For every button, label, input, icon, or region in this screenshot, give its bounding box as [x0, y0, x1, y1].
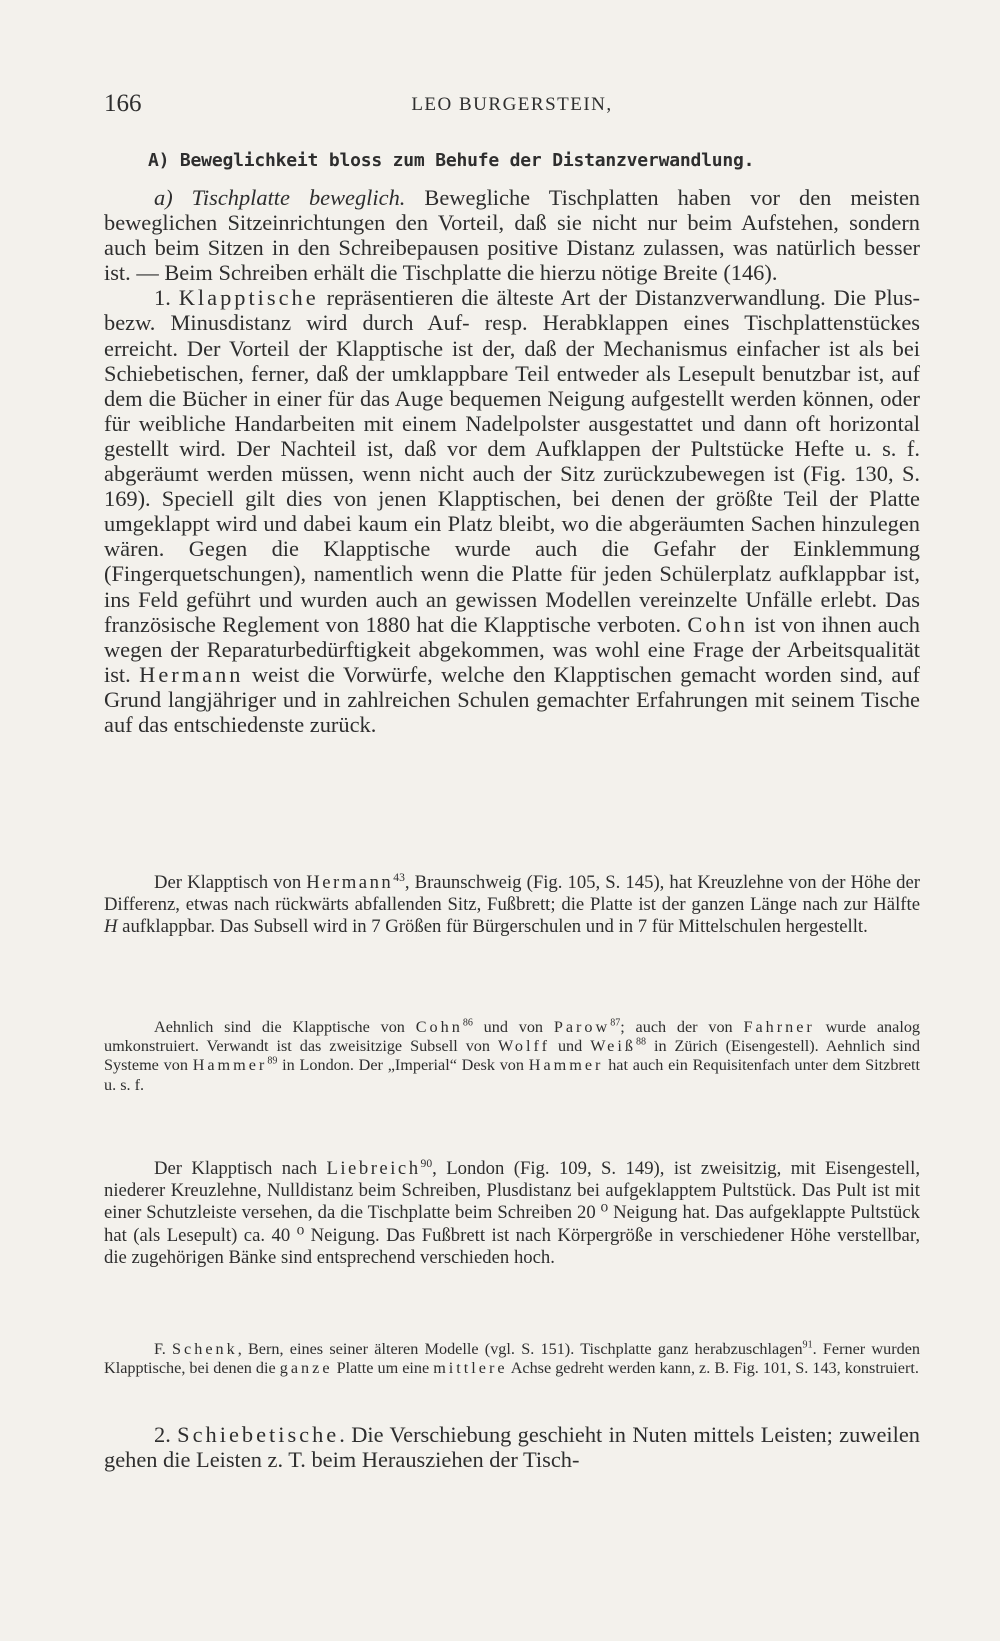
note-hermann	[104, 872, 920, 939]
name-hammer: Hammer	[192, 1056, 268, 1075]
footnote-ref: 89	[267, 1056, 278, 1068]
term-klapptische: Klapptische	[178, 285, 319, 311]
item-number: 1.	[154, 285, 179, 311]
label-h: H	[104, 916, 118, 938]
note-text: und von	[472, 1018, 554, 1036]
footnote-ref: 88	[635, 1036, 646, 1048]
note-text: in Zürich (Eisengestell). Aehnlich sind Systeme von	[104, 1037, 920, 1075]
paragraph-text: weist die Vorwürfe, welche den Klapptischen gemacht worden sind, auf Grund langjähriger und in zahlreichen Schulen gemachter Erfahrungen mit seinem Tische auf das entschiedenste zurück.	[104, 661, 920, 737]
note-text: , Bern, eines seiner älteren Modelle (vgl. S. 151). Tischplatte ganz herabzuschlagen	[237, 1340, 803, 1358]
paragraph-text: . Die Verschiebung geschieht in Nuten mittels Leisten; zuweilen gehen die Leisten z. T. beim Herausziehen der Tisch-	[104, 1422, 920, 1473]
note-text: Platte um eine	[332, 1359, 434, 1378]
footnote-ref: 43	[393, 870, 405, 884]
note-text: , London (Fig. 109, S. 149), ist zweisitzig, mit Eisengestell, niederer Kreuzlehne, Nulldistanz beim Schreiben, Plusdistanz bei aufgeklapptem Pultstück. Das Pult ist mit einer Schutzleiste versehen, da die Tischplatte beim Schreiben 20 ⁰ Neigung hat. Das aufgeklappte Pultstück hat (als Lesepult) ca. 40 ⁰ Neigung. Das Fußbrett ist nach Körpergröße in verschiedener Höhe verstellbar, die zugehörigen Bänke sind entsprechend verschieden hoch.	[104, 1158, 920, 1268]
note-text: . Ferner wurden Klapptische, bei denen die	[104, 1340, 920, 1378]
paragraph-text: Bewegliche Tischplatten haben vor den meisten beweglichen Sitzeinrichtungen den Vorteil, daß sie nicht nur beim Aufstehen, sondern auch beim Sitzen in den Schreibepausen positive Distanz zulassen, was natürlich besser ist. — Beim Schreiben erhält die Tischplatte die hierzu nötige Breite (146).	[104, 185, 921, 286]
running-head: LEO BURGERSTEIN,	[411, 94, 613, 115]
name-weiss: Weiß	[590, 1037, 636, 1056]
note-liebreich	[104, 1158, 920, 1269]
term-schiebetische: Schiebetische	[177, 1422, 340, 1447]
note-paragraph	[104, 1340, 920, 1378]
note-paragraph	[104, 1018, 920, 1095]
note-text: Aehnlich sind die Klapptische von	[154, 1018, 416, 1036]
name-hermann: Hermann	[306, 872, 394, 893]
subsection-title: a) Tischplatte beweglich.	[154, 185, 406, 210]
main-text	[104, 185, 920, 737]
note-text: hat auch ein Requisitenfach unter dem Sitzbrett u. s. f.	[104, 1056, 921, 1094]
note-paragraph	[104, 872, 920, 939]
footnote-ref: 87	[610, 1017, 621, 1029]
note-schenk	[104, 1340, 920, 1378]
section-heading: A) Beweglichkeit bloss zum Behufe der Distanzverwandlung.	[148, 150, 755, 171]
note-paragraph	[104, 1158, 920, 1269]
page-header	[104, 90, 920, 130]
note-text: Achse gedreht werden kann, z. B. Fig. 101, S. 143, konstruiert.	[507, 1359, 919, 1378]
paragraph-text: ist von ihnen auch wegen der Reparaturbedürftigkeit abgekommen, was wohl eine Frage der Arbeitsqualität ist.	[104, 611, 920, 687]
main-text-continued	[104, 1422, 920, 1472]
note-text: aufklappbar. Das Subsell wird in 7 Größen für Bürgerschulen und in 7 für Mittelschulen hergestellt.	[117, 916, 868, 938]
note-text: ; auch der von	[620, 1018, 744, 1036]
name-wolff: Wolff	[497, 1037, 550, 1056]
name-parow: Parow	[553, 1018, 611, 1036]
item-number: 2.	[154, 1422, 178, 1447]
paragraph-tischplatte	[104, 185, 920, 285]
footnote-ref: 91	[802, 1339, 813, 1351]
emphasis-mittlere: mittlere	[433, 1359, 508, 1378]
note-text: F.	[154, 1340, 173, 1358]
name-schenk: Schenk	[172, 1340, 238, 1358]
name-liebreich: Liebreich	[326, 1158, 421, 1179]
paragraph-text: repräsentieren die älteste Art der Distanzverwandlung. Die Plus- bezw. Minusdistanz wird durch Auf- resp. Herabklappen eines Tischplattenstückes erreicht. Der Vorteil der Klapptische ist der, daß der Mechanismus einfacher ist als bei Schiebetischen, ferner, daß der umklappbare Teil entweder als Lesepult benutzbar ist, auf dem die Bücher in einer für das Auge bequemen Neigung aufgestellt werden können, oder für weibliche Handarbeiten mit einem Nadelpolster ausgestattet und dann oft horizontal gestellt wird. Der Nachteil ist, daß vor dem Aufklappen der Pultstücke Hefte u. s. f. abgeräumt werden müssen, wenn nicht auch der Sitz zurückzubewegen ist (Fig. 130, S. 169). Speciell gilt dies von jenen Klapptischen, bei denen der größte Teil der Platte umgeklappt wird und dabei kaum ein Platz bleibt, wo die abgeräumten Sachen hinzulegen wären. Gegen die Klapptische wurde auch die Gefahr der Einklemmung (Fingerquetschungen), namentlich wenn die Platte für jeden Schülerplatz aufklappbar ist, ins Feld geführt und wurden auch an gewissen Modellen vereinzelte Unfälle erlebt. Das französische Reglement von 1880 hat die Klapptische verboten.	[104, 285, 920, 637]
note-text: in London. Der „Imperial“ Desk von	[277, 1056, 529, 1075]
note-text: und	[550, 1037, 591, 1056]
paragraph-klapptische	[104, 285, 920, 737]
page-number: 166	[104, 90, 142, 117]
footnote-ref: 90	[420, 1156, 433, 1170]
emphasis-ganze: ganze	[279, 1359, 333, 1378]
footnote-ref: 86	[462, 1017, 473, 1029]
note-text: Der Klapptisch von	[154, 872, 307, 893]
note-text: Der Klapptisch nach	[154, 1158, 327, 1179]
note-aehnlich	[104, 1018, 920, 1095]
name-hermann: Hermann	[139, 661, 244, 687]
name-fahrner: Fahrner	[743, 1018, 815, 1036]
paragraph-schiebetische	[104, 1422, 920, 1472]
name-cohn: Cohn	[415, 1018, 463, 1036]
note-text: wurde analog umkonstruiert. Verwandt ist das zweisitzige Subsell von	[104, 1018, 921, 1056]
name-hammer: Hammer	[528, 1056, 604, 1075]
note-text: , Braunschweig (Fig. 105, S. 145), hat Kreuzlehne von der Höhe der Differenz, etwas nach rückwärts abfallenden Sitz, Fußbrett; die Platte ist der ganzen Länge nach zur Hälfte	[104, 872, 920, 916]
name-cohn: Cohn	[687, 611, 748, 637]
